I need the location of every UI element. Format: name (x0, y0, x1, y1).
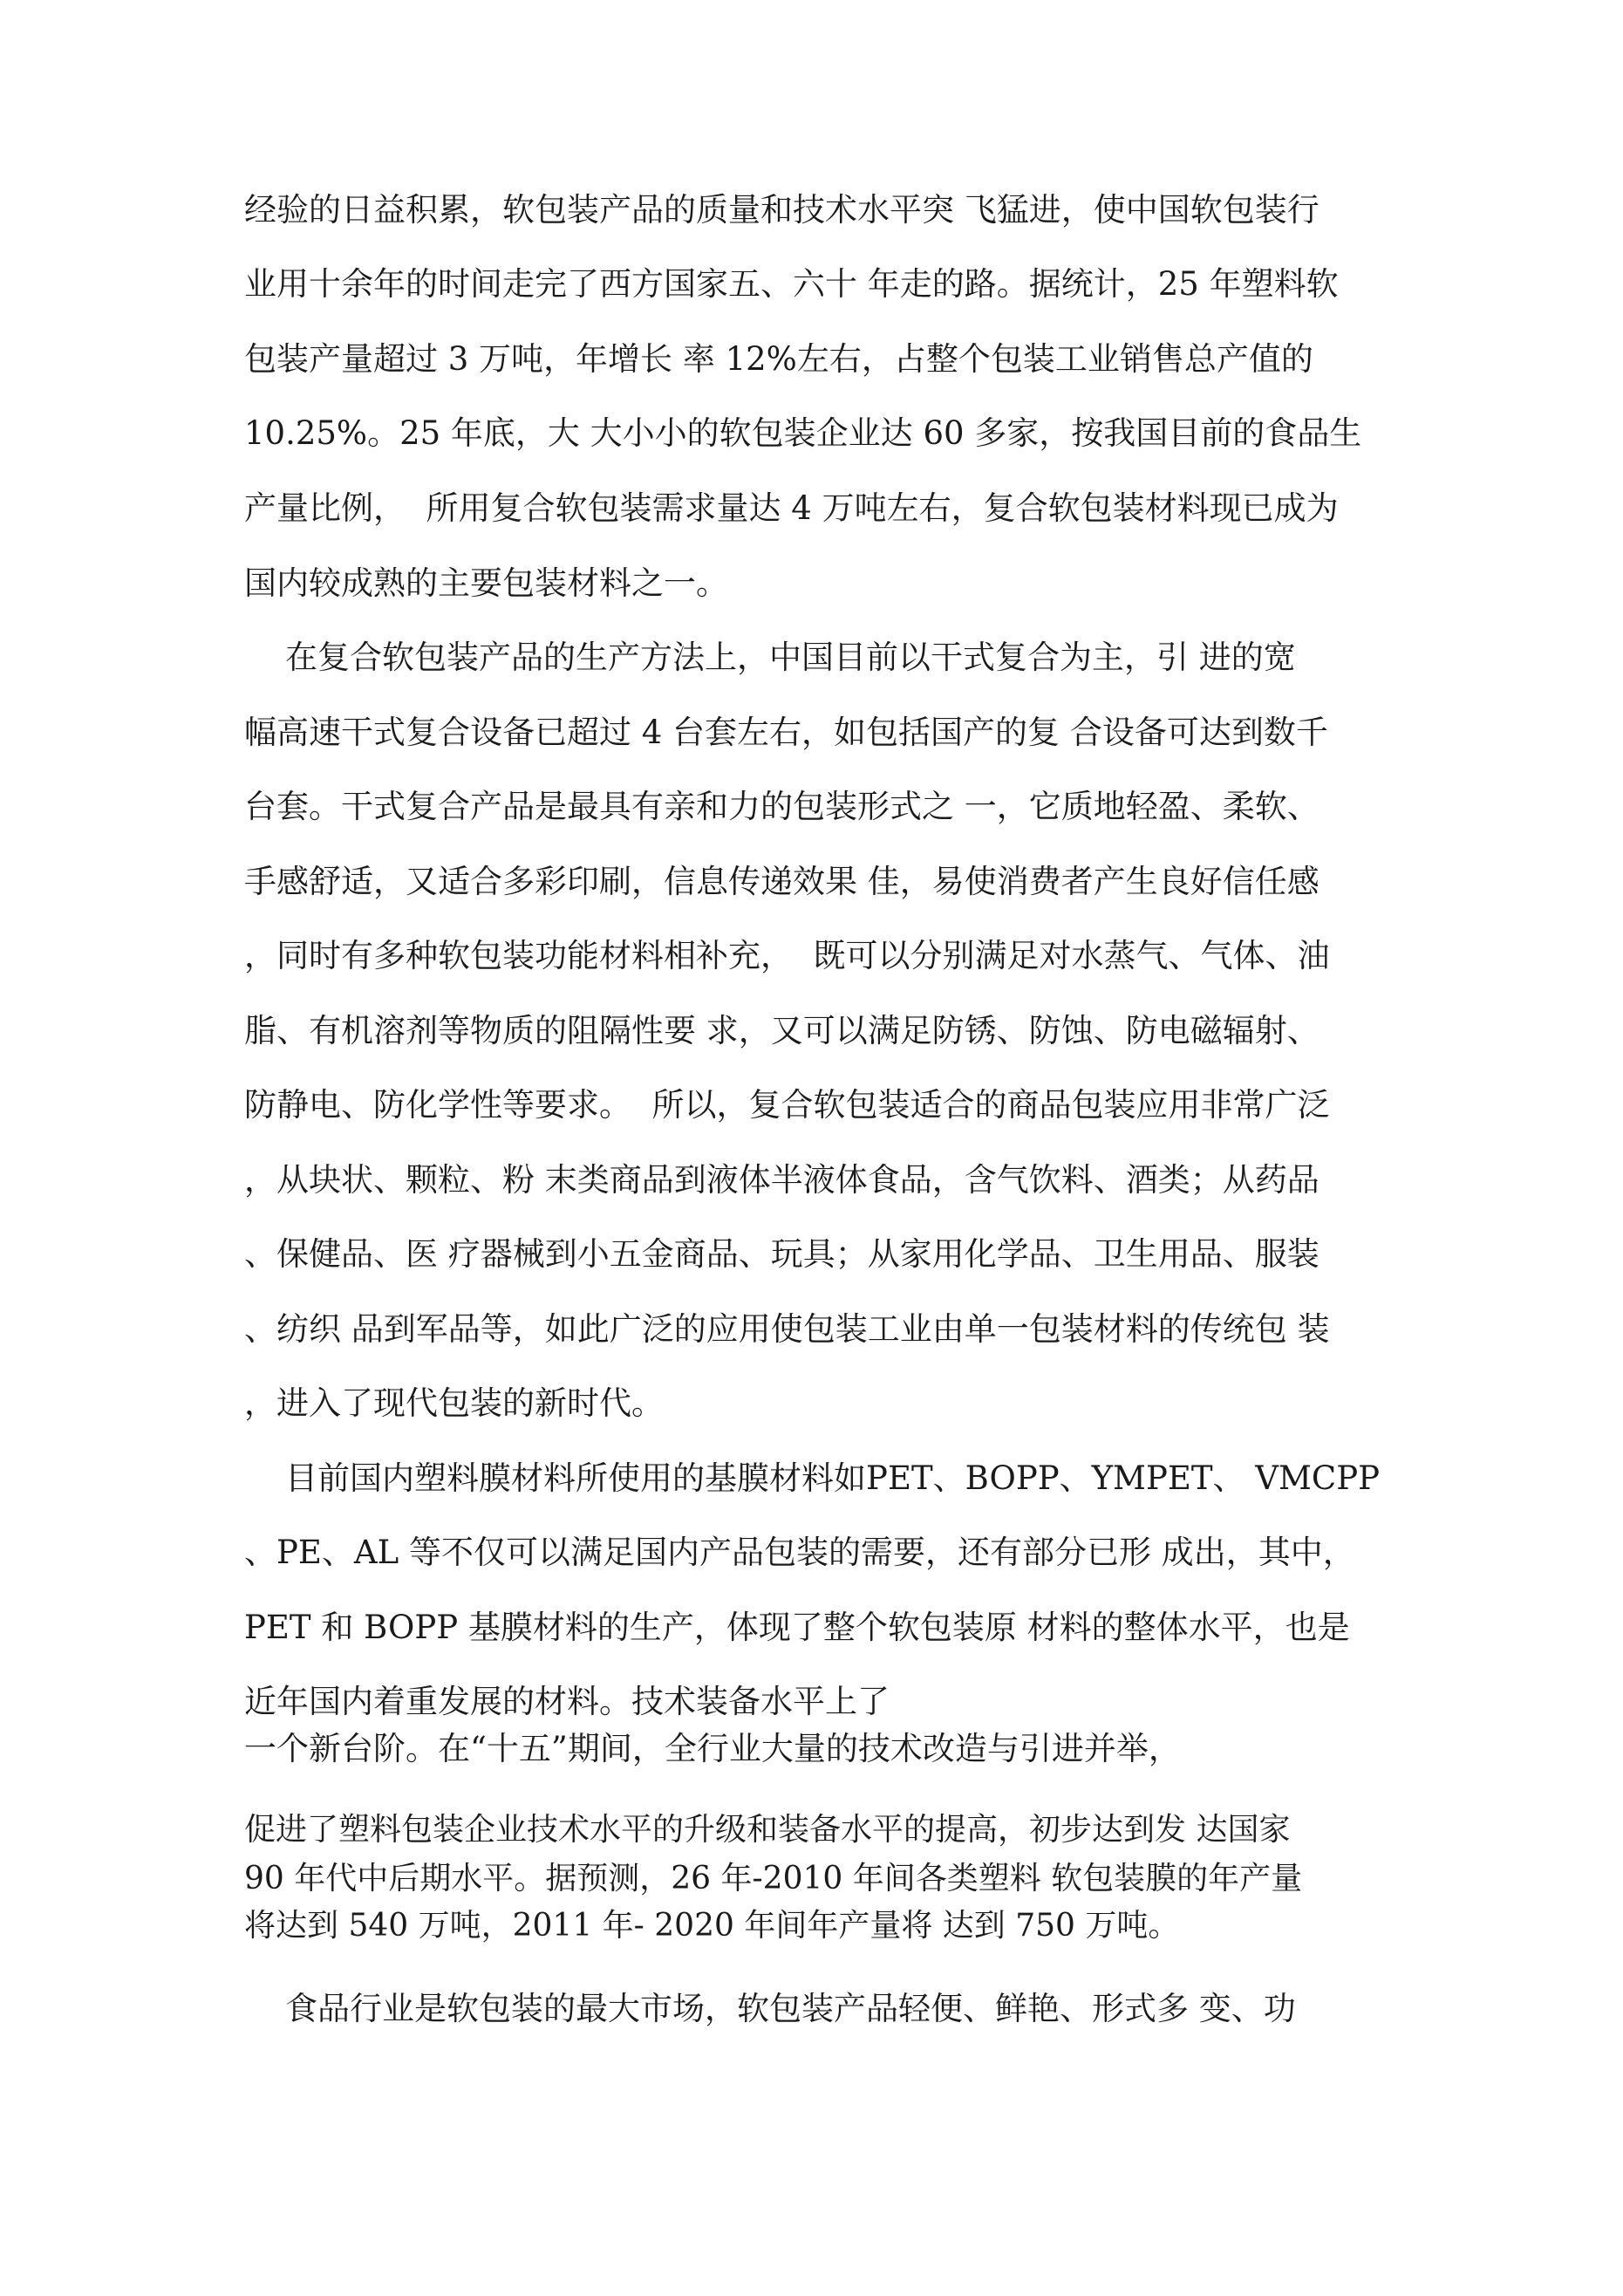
text-line: 10.25%。25 年底，大 大小小的软包装企业达 60 多家，按我国目前的食品生 (244, 414, 1362, 452)
text-line: 近年国内着重发展的材料。技术装备水平上了 (244, 1683, 890, 1720)
text-line: ，进入了现代包装的新时代。 (244, 1384, 664, 1422)
text-line: 产量比例， 所用复合软包装需求量达 4 万吨左右，复合软包装材料现已成为 (244, 489, 1339, 527)
text-line: 、纺织 品到军品等，如此广泛的应用使包装工业由单一包装材料的传统包 装 (244, 1310, 1330, 1348)
text-line: ，从块状、颗粒、粉 末类商品到液体半液体食品，含气饮料、酒类；从药品 (244, 1161, 1320, 1199)
text-line: 食品行业是软包装的最大市场，软包装产品轻便、鲜艳、形式多 变、功 (244, 1990, 1296, 2027)
text-line: 脂、有机溶剂等物质的阻隔性要 求，又可以满足防锈、防蚀、防电磁辐射、 (244, 1012, 1320, 1049)
text-line: 防静电、防化学性等要求。 所以，复合软包装适合的商品包装应用非常广泛 (244, 1086, 1330, 1124)
text-line: 、保健品、医 疗器械到小五金商品、玩具；从家用化学品、卫生用品、服装 (244, 1235, 1320, 1273)
text-line: ，同时有多种软包装功能材料相补充， 既可以分别满足对水蒸气、气体、油 (244, 937, 1330, 974)
text-line: 包装产量超过 3 万吨，年增长 率 12%左右，占整个包装工业销售总产值的 (244, 340, 1313, 378)
text-line: 、PE、AL 等不仅可以满足国内产品包装的需要，还有部分已形 成出，其中， (244, 1534, 1355, 1571)
text-line: 经验的日益积累，软包装产品的质量和技术水平突 飞猛进，使中国软包装行 (244, 191, 1320, 229)
text-line: 幅高速干式复合设备已超过 4 台套左右，如包括国产的复 合设备可达到数千 (244, 714, 1328, 751)
text-line: 目前国内塑料膜材料所使用的基膜材料如PET、BOPP、YMPET、 VMCPP (244, 1459, 1380, 1497)
text-line: 在复合软包装产品的生产方法上，中国目前以干式复合为主，引 进的宽 (244, 639, 1296, 676)
text-line: 促进了塑料包装企业技术水平的升级和装备水平的提高，初步达到发 达国家 (244, 1812, 1291, 1848)
text-line: 一个新台阶。在“十五”期间，全行业大量的技术改造与引进并举， (244, 1730, 1181, 1767)
text-line: 90 年代中后期水平。据预测，26 年-2010 年间各类塑料 软包装膜的年产量 (244, 1861, 1303, 1896)
text-line: 台套。干式复合产品是最具有亲和力的包装形式之 一，它质地轻盈、柔软、 (244, 788, 1320, 825)
text-line: 将达到 540 万吨，2011 年- 2020 年间年产量将 达到 750 万吨。 (244, 1908, 1180, 1944)
text-line: 手感舒适，又适合多彩印刷，信息传递效果 佳，易使消费者产生良好信任感 (244, 863, 1320, 900)
text-line: PET 和 BOPP 基膜材料的生产，体现了整个软包装原 材料的整体水平，也是 (244, 1609, 1350, 1646)
text-line: 业用十余年的时间走完了西方国家五、六十 年走的路。据统计，25 年塑料软 (244, 265, 1339, 303)
text-line: 国内较成熟的主要包装材料之一。 (244, 564, 728, 602)
